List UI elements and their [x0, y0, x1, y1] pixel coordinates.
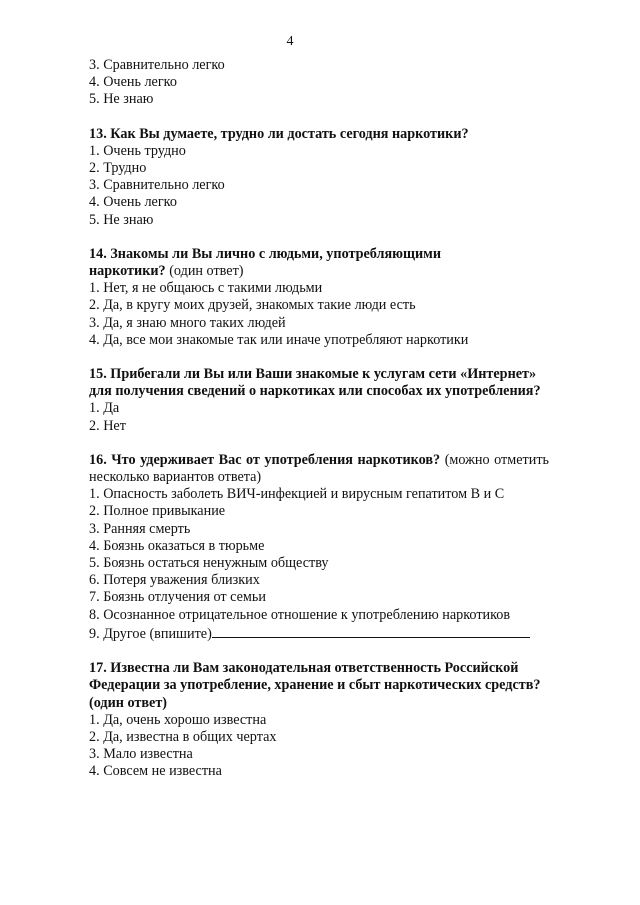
page-number: 4 [286, 34, 294, 49]
question-15-title: 15. Прибегали ли Вы или Ваши знакомые к услугам сети «Интернет» для получения сведений о наркотиках или способах их употребления? [89, 366, 541, 400]
option-item: 1. Да [89, 400, 120, 417]
continued-options [89, 57, 549, 109]
question-15 [89, 366, 549, 435]
option-item: 4. Да, все мои знакомые так или иначе употребляют наркотики [89, 331, 469, 348]
option-item: 1. Опасность заболеть ВИЧ-инфекцией и вирусным гепатитом В и С [89, 486, 505, 503]
option-item: 3. Да, я знаю много таких людей [89, 314, 286, 331]
option-item: 6. Потеря уважения близких [89, 572, 260, 589]
option-item: 7. Боязнь отлучения от семьи [89, 589, 266, 606]
option-item: 1. Да, очень хорошо известна [89, 711, 267, 728]
question-16-note: (можно отметить несколько вариантов ответа) [89, 451, 549, 486]
option-item: 2. Да, известна в общих чертах [89, 728, 277, 745]
option-item: 5. Боязнь остаться ненужным обществу [89, 555, 329, 572]
question-16-title [89, 452, 549, 486]
question-14-title [89, 246, 489, 280]
question-14 [89, 246, 549, 349]
option-item: 8. Осознанное отрицательное отношение к употреблению наркотиков [89, 606, 511, 623]
option-item: 4. Очень легко [89, 74, 177, 91]
questionnaire-page [89, 57, 549, 781]
question-16-text: 16. Что удерживает Вас от употребления наркотиков? [89, 451, 441, 468]
question-16 [89, 452, 549, 643]
option-other-label: 9. Другое (впишите) [89, 625, 212, 642]
question-17 [89, 660, 549, 780]
option-item: 2. Трудно [89, 160, 147, 177]
option-item: 4. Очень легко [89, 194, 177, 211]
option-item: 3. Ранняя смерть [89, 520, 191, 537]
option-item: 1. Очень трудно [89, 142, 186, 159]
question-13-title: 13. Как Вы думаете, трудно ли достать сегодня наркотики? [89, 125, 469, 142]
question-14-text: 14. Знакомы ли Вы лично с людьми, употребляющими наркотики? [89, 245, 442, 280]
option-other [89, 624, 549, 643]
option-item: 1. Нет, я не общаюсь с такими людьми [89, 280, 323, 297]
option-item: 5. Не знаю [89, 211, 154, 228]
option-item: 3. Сравнительно легко [89, 177, 225, 194]
option-item: 4. Совсем не известна [89, 763, 222, 780]
question-14-note: (один ответ) [169, 263, 244, 280]
question-17-title: 17. Известна ли Вам законодательная ответственность Российской Федерации за употребление, хранение и сбыт наркотических средств? (один ответ) [89, 660, 541, 711]
option-item: 5. Не знаю [89, 91, 154, 108]
option-item: 2. Да, в кругу моих друзей, знакомых такие люди есть [89, 297, 416, 314]
option-item: 2. Нет [89, 417, 126, 434]
option-item: 4. Боязнь оказаться в тюрьме [89, 537, 265, 554]
option-item: 3. Сравнительно легко [89, 57, 225, 73]
write-in-line [212, 624, 530, 638]
option-item: 2. Полное привыкание [89, 503, 226, 520]
option-item: 3. Мало известна [89, 746, 193, 763]
question-13 [89, 126, 549, 229]
